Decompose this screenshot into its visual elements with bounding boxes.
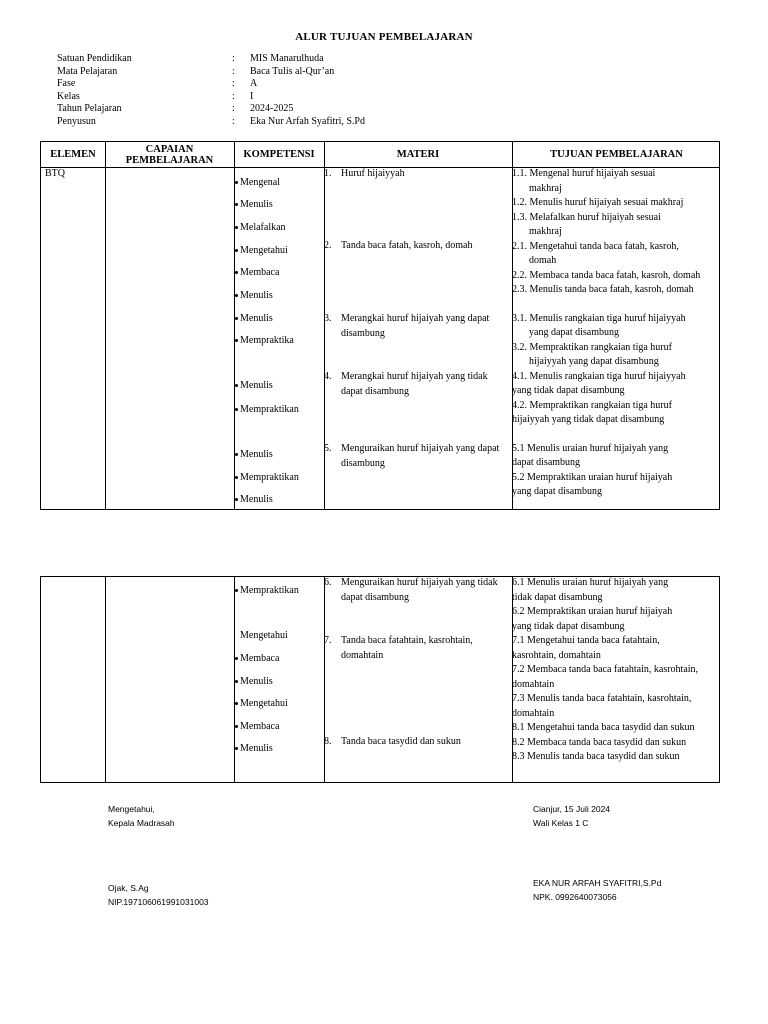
kompetensi-item	[240, 313, 273, 324]
meta-label: Kelas	[57, 90, 80, 102]
bullet-icon	[235, 453, 238, 456]
kompetensi-label: Membaca	[240, 721, 280, 732]
meta-row	[57, 91, 365, 104]
tujuan-line: 8.1 Mengetahui tanda baca tasydid dan sukun	[512, 722, 695, 733]
bullet-icon	[235, 747, 238, 750]
column-divider	[105, 142, 106, 509]
kompetensi-item	[240, 449, 273, 460]
kompetensi-label: Menulis	[240, 494, 273, 505]
header-materi: MATERI	[396, 149, 440, 160]
bullet-icon	[235, 294, 238, 297]
materi-number: 5.	[324, 443, 332, 454]
kompetensi-label: Menulis	[240, 313, 273, 324]
bullet-icon	[235, 203, 238, 206]
header-tujuan: TUJUAN PEMBELAJARAN	[550, 149, 683, 160]
column-divider	[324, 577, 325, 782]
signer-id: NPK. 0992640073056	[533, 892, 617, 902]
tujuan-line: 3.2. Mempraktikan rangkaian tiga huruf	[512, 341, 672, 353]
kompetensi-label: Mengenal	[240, 177, 280, 188]
tujuan-line: 6.2 Mempraktikan uraian huruf hijaiyah	[512, 606, 673, 617]
header-capaian: CAPAIAN PEMBELAJARAN	[125, 143, 214, 166]
document-title: ALUR TUJUAN PEMBELAJARAN	[295, 31, 473, 43]
tujuan-block	[512, 576, 720, 765]
kompetensi-label: Menulis	[240, 676, 273, 687]
tujuan-block	[512, 167, 720, 500]
meta-label: Tahun Pelajaran	[57, 103, 122, 115]
kompetensi-label: Menulis	[240, 199, 273, 210]
materi-number: 2.	[324, 240, 332, 251]
elemen-cell: BTQ	[45, 168, 65, 179]
bullet-icon	[235, 725, 238, 728]
kompetensi-label: Mempraktikan	[240, 472, 299, 483]
kompetensi-label: Mempraktikan	[240, 585, 299, 596]
tujuan-line: 8.2 Membaca tanda baca tasydid dan sukun	[512, 736, 687, 748]
bullet-icon	[235, 680, 238, 683]
kompetensi-label: Melafalkan	[240, 222, 286, 233]
tujuan-line: 6.1 Menulis uraian huruf hijaiyah yang	[512, 577, 669, 588]
kompetensi-item	[240, 472, 299, 483]
bullet-icon	[235, 589, 238, 592]
kompetensi-item	[240, 177, 280, 188]
bullet-icon	[235, 498, 238, 501]
tujuan-line: 1.2. Menulis huruf hijaiyah sesuai makhraj	[512, 197, 684, 208]
kompetensi-item	[240, 267, 279, 278]
tujuan-line: dapat disambung	[512, 457, 581, 468]
kompetensi-item	[240, 335, 294, 346]
kompetensi-item	[240, 721, 279, 732]
materi-text: Tanda baca tasydid dan sukun	[341, 736, 461, 747]
signer-id: NIP.197106061991031003	[108, 897, 209, 907]
meta-colon: :	[232, 78, 235, 90]
tujuan-line: 4.1. Menulis rangkaian tiga huruf hijaiyyah	[512, 370, 686, 382]
tujuan-line: 2.1. Mengetahui tanda baca fatah, kasroh,	[512, 240, 679, 252]
kompetensi-item	[240, 653, 279, 664]
tujuan-line: 2.3. Menulis tanda baca fatah, kasroh, domah	[512, 284, 694, 295]
kompetensi-label: Menulis	[240, 449, 273, 460]
meta-row	[57, 78, 365, 91]
atp-table-1	[40, 141, 720, 510]
tujuan-line: domah	[529, 255, 557, 266]
meta-row	[57, 116, 365, 129]
tujuan-line: 7.3 Menulis tanda baca fatahtain, kasrohtain,	[512, 693, 692, 704]
meta-value: I	[250, 90, 254, 102]
tujuan-line: 7.2 Membaca tanda baca fatahtain, kasrohtain,	[512, 664, 699, 675]
bullet-icon	[235, 384, 238, 387]
signature-left	[108, 802, 175, 830]
bullet-icon	[235, 249, 238, 252]
tujuan-line: 1.3. Melafalkan huruf hijaiyah sesuai	[512, 211, 661, 223]
tujuan-line: 4.2. Mempraktikan rangkaian tiga huruf	[512, 399, 672, 411]
meta-colon: :	[232, 65, 235, 77]
bullet-icon	[235, 339, 238, 342]
tujuan-line: 3.1. Menulis rangkaian tiga huruf hijaiyyah	[512, 312, 686, 324]
meta-label: Penyusun	[57, 115, 96, 127]
tujuan-line: 7.1 Mengetahui tanda baca fatahtain,	[512, 635, 660, 646]
kompetensi-item	[240, 676, 273, 687]
materi-text: Huruf hijaiyyah	[341, 168, 405, 179]
bullet-icon	[235, 317, 238, 320]
header-kompetensi: KOMPETENSI	[243, 149, 315, 160]
materi-text: Menguraikan huruf hijaiyah yang dapat disambung	[341, 443, 500, 469]
materi-number: 6.	[324, 577, 332, 588]
kompetensi-label: Menulis	[240, 290, 273, 301]
materi-text: Merangkai huruf hijaiyah yang dapat disambung	[341, 313, 490, 339]
header-elemen: ELEMEN	[50, 149, 96, 160]
meta-colon: :	[232, 53, 235, 64]
tujuan-line: yang dapat disambung	[529, 327, 619, 338]
kompetensi-label: Mempraktikan	[240, 404, 299, 415]
kompetensi-item	[240, 245, 288, 256]
kompetensi-item	[240, 630, 288, 641]
kompetensi-label: Mengetahui	[240, 698, 288, 709]
kompetensi-item	[240, 698, 288, 709]
kompetensi-label: Mempraktika	[240, 335, 294, 346]
meta-label: Mata Pelajaran	[57, 65, 118, 77]
tujuan-line: makhraj	[529, 182, 562, 194]
materi-number: 7.	[324, 635, 332, 646]
meta-row	[57, 66, 365, 79]
meta-colon: :	[232, 103, 235, 115]
tujuan-line: kasrohtain, domahtain	[512, 649, 601, 661]
bullet-icon	[235, 408, 238, 411]
sign-role: Wali Kelas 1 C	[533, 818, 589, 828]
materi-number: 4.	[324, 371, 332, 382]
bullet-icon	[235, 657, 238, 660]
bullet-icon	[235, 181, 238, 184]
kompetensi-item	[240, 380, 273, 391]
meta-value: MIS Manarulhuda	[250, 53, 324, 64]
tujuan-line: 8.3 Menulis tanda baca tasydid dan sukun	[512, 751, 680, 762]
materi-text: Tanda baca fatah, kasroh, domah	[341, 240, 473, 251]
kompetensi-item	[240, 585, 299, 596]
signer-name: Ojak, S.Ag	[108, 883, 149, 893]
signer-name: EKA NUR ARFAH SYAFITRI,S.Pd	[533, 878, 662, 888]
meta-colon: :	[232, 115, 235, 127]
bullet-icon	[235, 226, 238, 229]
tujuan-line: makhraj	[529, 226, 562, 237]
signature-right	[533, 802, 610, 830]
kompetensi-label: Menulis	[240, 380, 273, 391]
sign-acknowledge: Mengetahui,	[108, 804, 155, 814]
tujuan-line: 5.1 Menulis uraian huruf hijaiyah yang	[512, 442, 669, 454]
meta-value: 2024-2025	[250, 103, 294, 115]
tujuan-line: yang tidak dapat disambung	[512, 385, 625, 396]
bullet-icon	[235, 271, 238, 274]
meta-row	[57, 103, 365, 116]
tujuan-line: 1.1. Mengenal huruf hijaiyah sesuai	[512, 168, 656, 179]
atp-table-2	[40, 576, 720, 783]
meta-value: Eka Nur Arfah Syafitri, S.Pd	[250, 115, 365, 127]
kompetensi-label: Mengetahui	[240, 245, 288, 256]
tujuan-line: domahtain	[512, 678, 555, 690]
tujuan-line: 5.2 Mempraktikan uraian huruf hijaiyah	[512, 471, 673, 483]
tujuan-line: domahtain	[512, 707, 555, 719]
tujuan-line: hijaiyyah yang dapat disambung	[529, 356, 659, 367]
tujuan-line: 2.2. Membaca tanda baca fatah, kasroh, domah	[512, 269, 701, 281]
signature-left-name	[108, 881, 209, 909]
materi-text: Merangkai huruf hijaiyah yang tidak dapat disambung	[341, 371, 488, 397]
kompetensi-label: Mengetahui	[240, 630, 288, 641]
kompetensi-label: Membaca	[240, 653, 280, 664]
kompetensi-item	[240, 199, 273, 210]
materi-number: 1.	[324, 168, 332, 179]
kompetensi-item	[240, 222, 286, 233]
signature-right-name	[533, 876, 661, 904]
meta-label: Satuan Pendidikan	[57, 53, 132, 64]
meta-value: A	[250, 78, 258, 90]
bullet-icon	[235, 476, 238, 479]
sign-place-date: Cianjur, 15 Juli 2024	[533, 804, 611, 814]
materi-number: 8.	[324, 736, 332, 747]
sign-role: Kepala Madrasah	[108, 818, 175, 828]
materi-text: Menguraikan huruf hijaiyah yang tidak dapat disambung	[341, 577, 498, 603]
kompetensi-label: Menulis	[240, 743, 273, 754]
tujuan-line: tidak dapat disambung	[512, 591, 603, 603]
materi-text: Tanda baca fatahtain, kasrohtain, domahtain	[341, 635, 473, 661]
tujuan-line: hijaiyyah yang tidak dapat disambung	[512, 414, 665, 425]
tujuan-line: yang tidak dapat disambung	[512, 620, 625, 632]
kompetensi-item	[240, 743, 273, 754]
kompetensi-label: Membaca	[240, 267, 280, 278]
kompetensi-item	[240, 290, 273, 301]
meta-row	[57, 53, 365, 66]
kompetensi-item	[240, 494, 273, 505]
tujuan-line: yang dapat disambung	[512, 486, 602, 497]
meta-value: Baca Tulis al-Qur’an	[250, 65, 335, 77]
kompetensi-item	[240, 404, 299, 415]
materi-number: 3.	[324, 313, 332, 324]
document-meta	[57, 53, 365, 129]
bullet-icon	[235, 702, 238, 705]
meta-colon: :	[232, 90, 235, 102]
column-divider	[105, 577, 106, 782]
meta-label: Fase	[57, 78, 76, 90]
